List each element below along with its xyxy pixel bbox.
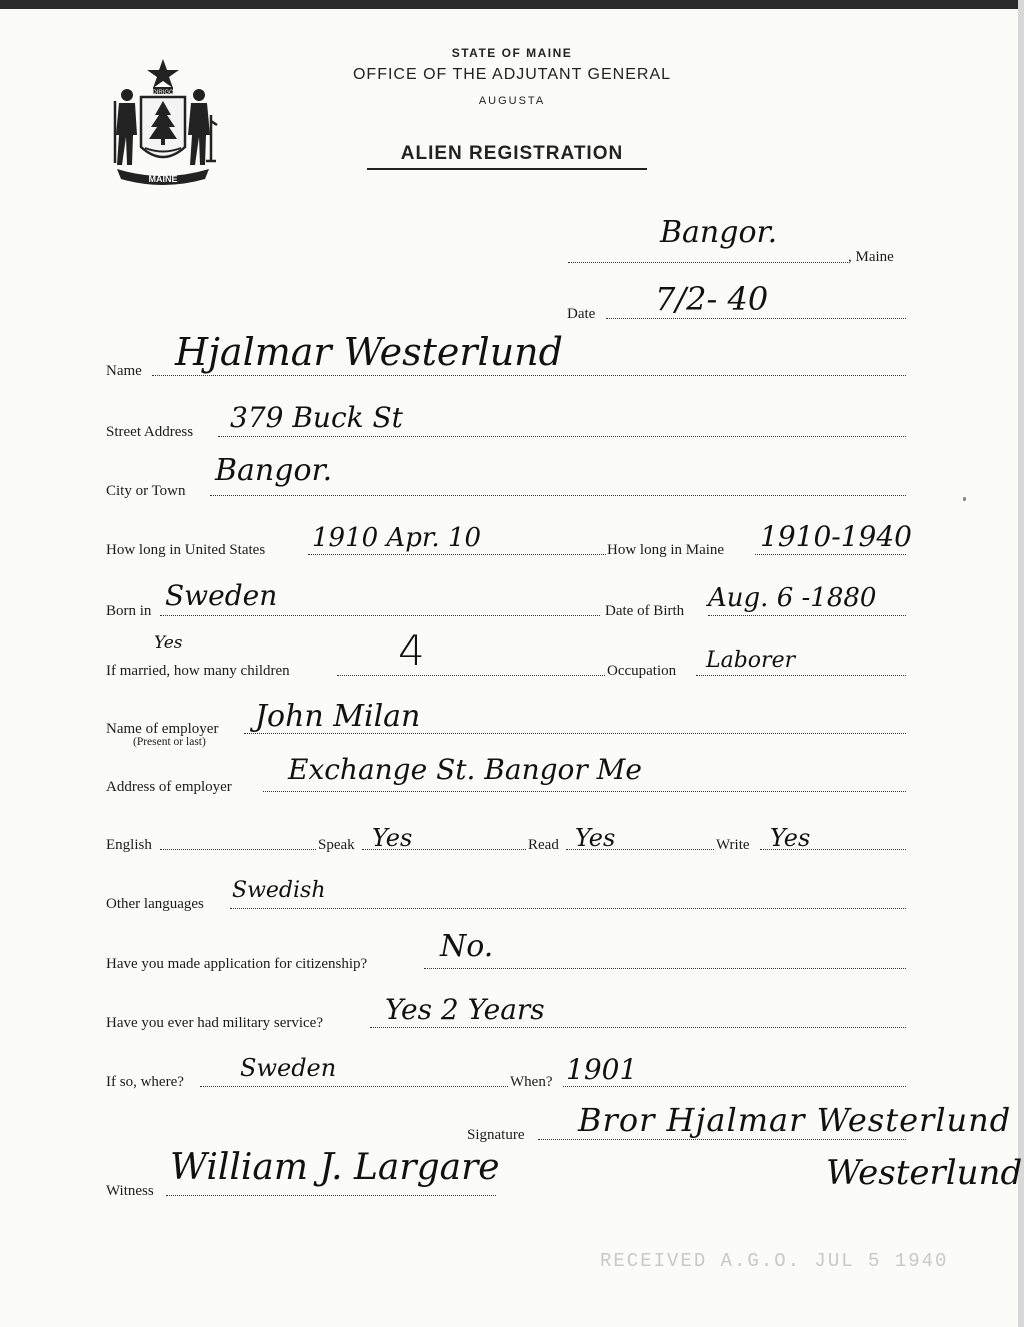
where-line <box>200 1086 508 1087</box>
employer-address-line <box>263 791 906 792</box>
town-value: Bangor. <box>660 215 778 250</box>
english-label: English <box>106 837 152 853</box>
other-languages-label: Other languages <box>106 896 204 912</box>
witness-value: William J. Largare <box>170 1147 500 1188</box>
military-line <box>370 1027 906 1028</box>
date-value: 7/2- 40 <box>655 280 769 318</box>
when-value: 1901 <box>566 1053 638 1086</box>
citizenship-label: Have you made application for citizenship? <box>106 956 368 972</box>
where-label: If so, where? <box>106 1074 184 1090</box>
employer-address-value: Exchange St. Bangor Me <box>288 753 642 786</box>
header-city: AUGUSTA <box>478 95 546 107</box>
witness-line <box>166 1195 496 1196</box>
speak-label: Speak <box>318 837 355 853</box>
street-address-line <box>218 436 906 437</box>
street-address-label: Street Address <box>106 424 194 440</box>
title-underline <box>367 168 647 170</box>
when-line <box>563 1086 906 1087</box>
town-line <box>568 262 848 263</box>
born-in-label: Born in <box>106 603 152 619</box>
employer-name-label: Name of employer <box>106 721 219 737</box>
write-value: Yes <box>770 824 811 852</box>
occupation-label: Occupation <box>607 663 677 679</box>
military-value: Yes 2 Years <box>385 993 545 1026</box>
born-in-line <box>160 615 600 616</box>
citizenship-line <box>424 968 906 969</box>
write-label: Write <box>716 837 750 853</box>
scan-right-edge <box>1018 0 1024 1327</box>
english-line <box>160 849 316 850</box>
occupation-value: Laborer <box>706 648 796 673</box>
read-value: Yes <box>575 824 616 852</box>
city-label: City or Town <box>106 483 186 499</box>
name-line <box>152 375 906 376</box>
born-in-value: Sweden <box>165 579 278 612</box>
city-line <box>210 495 906 496</box>
employer-name-value: John Milan <box>255 699 421 734</box>
married-children-label: If married, how many children <box>106 663 290 679</box>
dob-value: Aug. 6 -1880 <box>708 583 877 613</box>
dob-line <box>708 615 906 616</box>
where-value: Sweden <box>240 1054 337 1082</box>
when-label: When? <box>510 1074 553 1090</box>
how-long-maine-label: How long in Maine <box>607 542 725 558</box>
signature-line <box>538 1139 906 1140</box>
city-value: Bangor. <box>215 453 333 488</box>
signature-line1: Bror Hjalmar Westerlund <box>578 1101 1012 1139</box>
employer-note: (Present or last) <box>133 736 206 748</box>
signature-line2: Westerlund <box>826 1153 1023 1193</box>
received-stamp: RECEIVED A.G.O. JUL 5 1940 <box>600 1250 949 1272</box>
scan-speck <box>963 497 966 501</box>
how-long-us-line <box>308 554 606 555</box>
speak-value: Yes <box>372 824 413 852</box>
other-languages-value: Swedish <box>232 878 326 903</box>
how-long-us-label: How long in United States <box>106 542 266 558</box>
maine-label: , Maine <box>848 249 894 265</box>
dob-label: Date of Birth <box>605 603 685 619</box>
other-languages-line <box>230 908 906 909</box>
signature-label: Signature <box>467 1127 525 1143</box>
citizenship-value: No. <box>440 929 494 964</box>
date-line <box>606 318 906 319</box>
how-long-us-value: 1910 Apr. 10 <box>312 523 482 553</box>
header-state: STATE OF MAINE <box>451 46 573 60</box>
children-value: 4 <box>398 626 425 675</box>
header-office: OFFICE OF THE ADJUTANT GENERAL <box>352 66 672 83</box>
read-label: Read <box>528 837 559 853</box>
name-value: Hjalmar Westerlund <box>175 330 563 374</box>
street-address-value: 379 Buck St <box>230 401 403 434</box>
occupation-line <box>696 675 906 676</box>
employer-address-label: Address of employer <box>106 779 232 795</box>
seal-name: MAINE <box>148 174 178 184</box>
witness-label: Witness <box>106 1183 154 1199</box>
date-label: Date <box>567 306 596 322</box>
children-line <box>337 675 605 676</box>
seal-motto: DIRIGO <box>152 90 174 96</box>
name-label: Name <box>106 363 142 379</box>
form-title: ALIEN REGISTRATION <box>400 143 624 164</box>
married-value: Yes <box>154 633 183 653</box>
military-label: Have you ever had military service? <box>106 1015 323 1031</box>
how-long-maine-line <box>755 554 906 555</box>
how-long-maine-value: 1910-1940 <box>760 520 912 553</box>
scan-top-edge <box>0 0 1024 9</box>
